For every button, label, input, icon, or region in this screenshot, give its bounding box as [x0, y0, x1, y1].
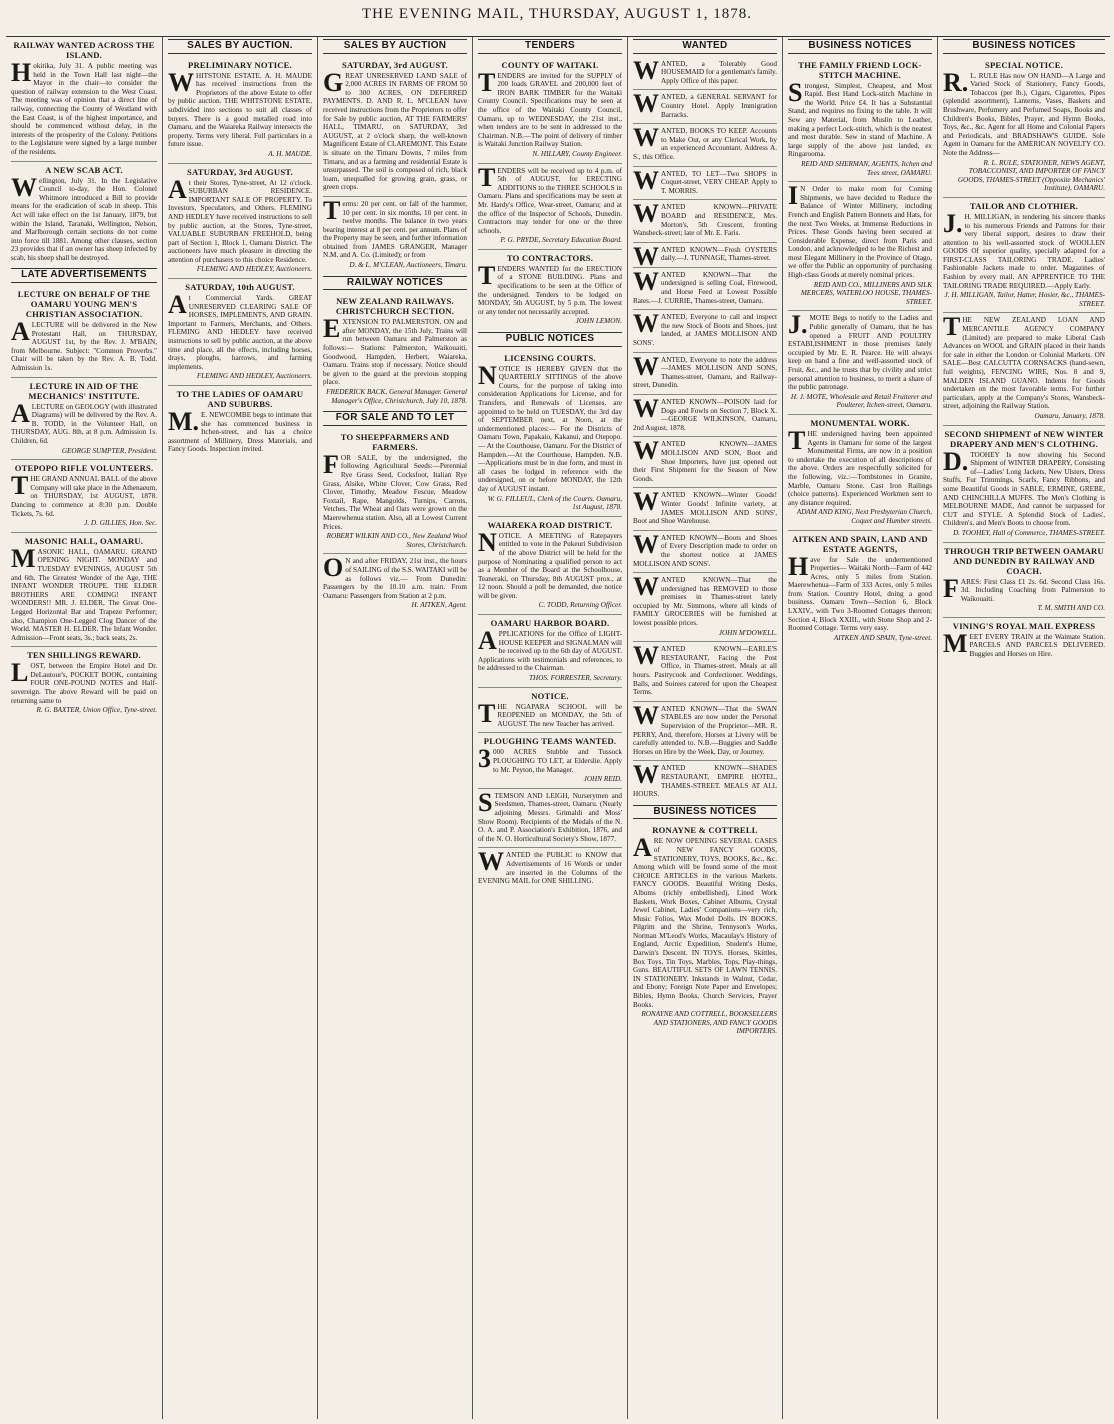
ad-body: WANTED KNOWN—Fresh OYSTERS daily.—J. TUNNAGE, Thames-street. [633, 241, 777, 271]
ad-body: THE NEW ZEALAND LOAN AND MERCANTILE AGENCY COMPANY (Limited) are prepared to make Liberal Cash Advances on WOOL and GRAIN placed in their hands for sale in either the London or Colonial Markets. ON SALE—Best CALCUTTA CORNSACKS (hand-sewn, full weights), FENCING WIRE, Nos. 8 and 9, MALDEN ISLAND GUANO. Indents for Goods undertaken on the most favorable terms. For further particulars, apply at the Company's Stores, Wansbeck-street, adjoining the Railway Station. [943, 312, 1105, 411]
advertisement [478, 688, 622, 734]
ad-title: PLOUGHING TEAMS WANTED. [483, 736, 617, 747]
ad-title: TAILOR AND CLOTHIER. [969, 200, 1079, 211]
ad-body: WANTED, a GENERAL SERVANT for Country Hotel. Apply Immigration Barracks. [633, 89, 777, 119]
advertisement [788, 182, 932, 311]
column-3 [318, 37, 473, 1419]
ad-body: D.TOOHEY Is now showing his Second Shipment of WINTER DRAPERY, Consisting of—Ladies' Long Jackets, New Ulsters, Dress Stuffs, Fur Trimmings, Scarfs, Fancy Ribbons, and some Beautiful Goods in SABLE, ERMINE, GREBE, AND CHINCHILLA MUFFS. The Men's Clothing is MELBOURNE MADE, And cannot be surpassed for CUT and STYLE. A Splendid Stock of Ladies', Children's, and Men's Boots to choose from. [943, 446, 1105, 528]
ad-body: MASONIC HALL, OAMARU. GRAND OPENING NIGHT. MONDAY and TUESDAY EVENINGS, AUGUST 5th and 6th. The Greatest Wonder of the Age, THE INFANT WONDER TROUPE. THE ELDER BROTHERS ARE COMING! INFANT WONDERS!! MR. J. ELDER, The Great One-Legged Horizontal Bar and Trapeze Performer; also, Champion One-Legged Clog Dancer of the World. MASTER H. ELDER. The Infant Wonder. Admission—Front seats, 3s.; back seats, 2s. [11, 543, 157, 642]
ad-body: WANTED, a Tolerably Good HOUSEMAID for a gentleman's family. Apply Office of this paper. [633, 55, 778, 85]
advertisement [323, 293, 467, 409]
section [478, 332, 622, 890]
ad-signature: D. & L. M'CLEAN, Auctioneers, Timaru. [349, 261, 467, 270]
advertisement [11, 378, 157, 461]
ad-title: TEN SHILLINGS REWARD. [27, 650, 141, 661]
ad-body: WANTED, Everyone to call and inspect the new Stock of Boots and Shoes, just landed, at JAMES MOLLISON AND SONS'. [633, 309, 777, 348]
advertisement [478, 848, 622, 889]
ad-signature: REID AND CO., MILLINERS AND SILK MERCERS, WATERLOO HOUSE, THAMES-STREET. [800, 280, 932, 306]
ad-title: RAILWAY WANTED ACROSS THE ISLAND. [13, 40, 155, 60]
column-7 [938, 37, 1110, 1419]
ad-body: WANTED KNOWN—That the undersigned has REMOVED to those premises in Thames-street lately occupied by Mr. Simmons, where all kinds of FAMILY GROCERIES will be furnished at lowest possible prices. [633, 572, 777, 628]
masthead: THE EVENING MAIL, THURSDAY, AUGUST 1, 1878. [362, 6, 752, 22]
ad-signature: W. G. FILLEUL, Clerk of the Courts. Oamaru, 1st August, 1878. [487, 494, 622, 512]
column-5 [628, 37, 783, 1419]
ad-body: WANTED KNOWN—PRIVATE BOARD and RESIDENCE, Mrs. Morton's, 5th Crescent, fronting Wansbeck-street; late of Mr. E. Faris. [633, 199, 777, 238]
advertisement [788, 311, 932, 415]
ad-body: WANTED KNOWN—EARLE'S RESTAURANT, Facing the Post Office, in Thames-street. Meals at all hours. Pastrycook and Confectioner. Weddings, Balls, and Soirees catered for upon the Cheapest Terms. [633, 641, 777, 697]
section [168, 39, 312, 458]
ad-body: WANTED, TO LET—Two SHOPS in Coquet-street, VERY CHEAP. Apply to T. MORRIS. [633, 165, 777, 195]
ad-body: WANTED, BOOKS TO KEEP. Accounts to Make Out, or any Clerical Work, by an experienced Accountant. Address A. S., this Office. [633, 123, 777, 161]
advertisement [168, 279, 312, 386]
advertisement [633, 395, 777, 437]
ad-body: THE NGAPARA SCHOOL will be REOPENED on MONDAY, the 5th of AUGUST. The new Teacher has arrived. [478, 698, 622, 728]
section [11, 268, 157, 718]
ad-signature: P. G. PRYDE, Secretary Education Board. [500, 236, 622, 245]
ad-title: THE FAMILY FRIEND LOCK-STITCH MACHINE. [798, 59, 922, 80]
ad-body: J.H. MILLIGAN, in tendering his sincere thanks to his numerous Friends and Patrons for their very liberal support, desires to draw their attention to his well-assorted stock of WOOLLEN GOODS Of superior quality, specially adapted for a FIRST-CLASS TAILORING TRADE. Ladies' Fashionable Jackets made to order. Magazines of Fashion by every mail. AN APPRENTICE TO THE TAILORING TRADE REQUIRED.—Apply Early. [943, 208, 1105, 290]
ad-title: NOTICE. [531, 690, 569, 701]
advertisement [168, 57, 312, 164]
ad-title: SATURDAY, 10th AUGUST. [185, 282, 295, 293]
ad-signature: GEORGE SUMPTER, President. [61, 446, 157, 455]
advertisement [633, 353, 777, 395]
advertisement [788, 531, 932, 647]
ad-title: TO SHEEPFARMERS AND FARMERS. [340, 431, 450, 452]
advertisement [633, 57, 777, 91]
column-2 [163, 37, 318, 1419]
section-heading: BUSINESS NOTICES [943, 39, 1105, 54]
ad-body: EXTENSION TO PALMERSTON. ON and after MONDAY, the 15th July, Trains will run between Oamaru and Palmerston as follows:— Stations: Palmerston, Waikouaiti, Goodwood, Hampden, Herbert, Waiareka, Oamaru. Trains stop if necessary. Notice should be given to the guard at the previous stopping place. [323, 314, 467, 387]
section [633, 39, 777, 803]
advertisement [478, 615, 622, 688]
advertisement [633, 642, 777, 702]
ad-body: WANTED KNOWN—Winter Goods! Winter Goods! Infinite variety, at JAMES MOLLISON AND SONS', Boot and Shoe Warehouse. [633, 487, 777, 526]
ad-body: ON and after FRIDAY, 21st inst., the hours of SAILING of the S.S. WAITAKI will be as follows viz.— From Dunedin: Passengers by the 10.10 a.m. train. From Oamaru: Passengers from Station at 2 p.m. [323, 553, 467, 600]
advertisement [633, 531, 777, 573]
ad-title: WAIAREKA ROAD DISTRICT. [487, 519, 613, 530]
ad-body: LOST, between the Empire Hotel and Dr. DeLautour's, POCKET BOOK, containing FOUR ONE-POUND NOTES and Half-sovereign. The above Reward will be paid on returning same to [11, 658, 157, 705]
ad-body: APPLICATIONS for the Office of LIGHT-HOUSE KEEPER and SIGNALMAN will be received up to the 6th day of AUGUST. Applications with testimonials and references, to be addressed to the Chairman. [478, 626, 622, 673]
advertisement [633, 761, 777, 802]
column-4 [473, 37, 628, 1419]
advertisement [633, 241, 777, 271]
ad-body: MEET EVERY TRAIN at the Waimate Station. PARCELS AND PARCELS DELIVERED. Buggies and Horses on Hire. [943, 628, 1105, 659]
ad-body: TENDERS are invited for the SUPPLY of 200 loads GRAVEL and 200,000 feet of IRON BARK TIMBER for the Waitaki County Council. Specifications may be seen at the office of the Waitaki County Council, Oamaru, up to WEDNESDAY, the 21st inst., when tenders are to be sent in addressed to the Chairman. N.B.—The point of delivery of timber is Waitaki Junction Railway Station. [478, 67, 622, 149]
ad-title: A NEW SCAB ACT. [45, 164, 123, 175]
ad-signature: J. D. GILLIES, Hon. Sec. [84, 519, 157, 528]
ad-signature: FLEMING AND HEDLEY, Auctioneers. [196, 265, 312, 274]
ad-body: TENDERS WANTED for the ERECTION of a STONE BUILDING. Plans and specifications to be seen at the Office of the undersigned. Tenders to be lodged on MONDAY, 5th AUGUST, by 5 p.m. The lowest or any tender not necessarily accepted. [478, 260, 622, 316]
ad-signature: N. HILLARY, County Engineer. [532, 149, 622, 158]
ad-title: MASONIC HALL, OAMARU. [24, 535, 144, 546]
ad-signature: T. M. SMITH AND CO. [1037, 604, 1105, 613]
ad-signature: D. TOOHEY, Hall of Commerce, THAMES-STREET. [953, 528, 1105, 537]
ad-title: TO CONTRACTORS. [506, 252, 594, 263]
section [323, 276, 467, 410]
advertisement [478, 517, 622, 615]
advertisement [633, 90, 777, 124]
advertisement [633, 702, 777, 762]
ad-body: J.MOTE Begs to notify to the Ladies and Public generally of Oamaru, that he has opened a FRUIT AND POULTRY ESTABLISHMENT in those premises lately occupied by Mr. E. R. Pearce. He will always keep on hand a fine and well-assorted stock of Fruit, &c., and he trusts that by civility and strict personal attention to business, to merit a share of the public patronage. [788, 310, 932, 392]
section-heading: BUSINESS NOTICES [633, 805, 777, 820]
ad-body: WANTED KNOWN—POISON laid for Dogs and Fowls on Section 7, Block X.—GEORGE WILKINSON, Oamaru, 2nd August, 1878. [633, 394, 777, 432]
section-heading: PUBLIC NOTICES [478, 332, 622, 347]
advertisement [11, 533, 157, 648]
ad-signature: ROBERT WILKIN AND CO., New Zealand Wool Stores, Christchurch. [326, 532, 467, 549]
ad-body: ALECTURE will be delivered in the New Protestant Hall, on THURSDAY, AUGUST 1st, by the Rev. J. M'BAIN, from Melbourne. Subject: "Common Proverbs." Chair will be taken by the Rev. A. B. Todd. Admission 1s. [11, 317, 157, 373]
ad-title: MONUMENTAL WORK. [810, 417, 910, 428]
ad-body: NOTICE IS HEREBY GIVEN that the QUARTERLY SITTINGS of the above Courts, for the purpose of taking into consideration Applications for License, and for Transfers, and Renewals of Licenses, are appointed to be held on TUESDAY, the 3rd day of SEPTEMBER next, at Noon, at the undermentioned places:— For the Districts of Oamaru Town, Papakaio, Kakanui, and Otepopo.— At the Courthouse, Oamaru. For the District of Hampden.—At the Courthouse, Hampden. N.B.—Applications must be in due form, and must in all cases be lodged in reference with the undersigned, on or before MONDAY, the 12th day of AUGUST instant. [478, 360, 622, 493]
advertisement [788, 57, 932, 183]
ad-title: SECOND SHIPMENT of NEW WINTER DRAPERY AND MEN'S CLOTHING. [944, 428, 1104, 449]
advertisement [323, 57, 467, 197]
ad-body: FOR SALE, by the undersigned, the following Agricultural Seeds:—Perennial Rye Grass Seed, Cocksfoot, Italian Rye Grass, Alsike, White Clover, Cow Grass, Red Clover, Timothy, Meadow Fescue, Meadow Foxtail, Rape, Mangolds, Turnips, Carrots, Vetches. The Wheat and Oats were grown on the Maerewhenua station. Also, all at Lowest Current Prices. [323, 449, 467, 531]
ad-body: NOTICE. A MEETING of Ratepayers entitled to vote in the Pukeuri Subdivision of the above District will be held for the purpose of Nominating a qualified person to act as a Member of the Board at the Schoolhouse, Teaneraki, on Thursday, 8th AUGUST prox., at 12 noon. Should a poll be demanded, due notice will be given. [478, 527, 622, 600]
advertisement [478, 57, 622, 164]
ad-signature: C. TODD, Returning Officer. [538, 601, 622, 610]
section [633, 805, 777, 1040]
ad-body: Terms: 20 per cent. on fall of the hammer, 10 per cent. in six months, 10 per cent. in twelve months. The balance in two years bearing interest at 8 per cent. per annum. Plans of the Property may be seen, and further information obtained from JAMES GRANGER, Manager N.M. and A. Co. (Limited); or from [323, 195, 467, 260]
advertisement [478, 164, 622, 250]
advertisement [633, 488, 777, 530]
section-heading: WANTED [633, 39, 777, 54]
ad-title: LICENSING COURTS. [504, 352, 596, 363]
ad-body: R.L. RULE Has now ON HAND—A Large and Varied Stock of Stationery, Fancy Goods, Tobaccos (per lb.), Cigars, Cigarettes, Pipes (splendid assortment), Lanterns, Vases, Baskets and Brushware, Perfumery and Perfumed Soaps, Books and Children's Books, Bibles, Prayer, and Hymn Books, Toys, &c., &c. Agent for all Home and Colonial Papers and Periodicals, and BRADSHAW'S GUIDE. Sole Agent in Oamaru for the AMERICAN NOVELTY CO. Note the Address— [943, 67, 1105, 157]
advertisement [168, 164, 312, 280]
advertisement [633, 437, 777, 488]
ad-body: WANTED the PUBLIC to KNOW that Advertisements of 16 Words or under are inserted in the Columns of the EVENING MAIL for ONE SHILLING. [478, 847, 622, 886]
ad-body: Have for Sale the undermentioned Properties— Waitaki North—Farm of 442 Acres, only 5 miles from Station. Maerewhenua—Farm of 333 Acres, only 5 miles from Station. Country Hotel, doing a good business. Oamaru Town—Section 6, Block LXXIV., with Two 3-Roomed Cottages thereon; Section 4, Block XXIII., with Stone Shop and 2-Roomed Cottage. Terms very easy. [788, 551, 932, 633]
section [323, 39, 467, 274]
ad-title: OTEPOPO RIFLE VOLUNTEERS. [14, 463, 154, 474]
section-heading: SALES BY AUCTION. [168, 39, 312, 54]
advertisement [323, 197, 467, 274]
ad-signature: FREDERICK BACK, General Manager. General Manager's Office, Christchurch, July 10, 1878. [326, 388, 467, 405]
ad-signature: R. L. RULE, STATIONER, NEWS AGENT, TOBACCONIST, AND IMPORTER OF FANCY GOODS, THAMES-STREET (Opposite Mechanics' Institute), OAMARU. [957, 158, 1105, 193]
section [478, 39, 622, 330]
ad-body: IN Order to make room for Coming Shipments, we have decided to Reduce the Balance of Winter Millinery, including French and English Pattern Bonnets and Hats, for the next Two Weeks, at Immense Reductions in Prices. These Goods having been secured at Considerable Expense, direct from Paris and London, and acknowledged to be the Richest and most Elegant Millinery in the Province of Otago, we offer the Public an opportunity of purchasing High-class Goods at merely nominal prices. [788, 181, 932, 280]
advertisement [478, 789, 622, 849]
ad-body: TENDERS will be received up to 4 p.m. of 5th of AUGUST, for ERECTING ADDITIONS to the THREE SCHOOLS in Oamaru. Plans and specifications may be seen at Mr. Hardy's Office, Wear-street, Oamaru; and at the office of the Inspector of Schools, Dunedin. Contractors may tender for one or the three schools. [478, 162, 622, 235]
ad-title: COUNTY OF WAITAKI. [501, 59, 599, 70]
ad-signature: JOHN REID. [583, 775, 622, 784]
ad-body: FARES: First Class £1 2s. 6d. Second Class 16s. 3d. Including Coaching from Palmerston to Waikouaiti. [943, 573, 1105, 603]
ad-signature: R. G. BAXTER, Union Office, Tyne-street. [36, 706, 157, 715]
ad-title: VINING'S ROYAL MAIL EXPRESS [952, 620, 1096, 631]
advertisement [633, 124, 777, 166]
ad-body: THE undersigned having been appointed Agents in Oamaru for some of the largest Monumental Firms, are now in a position to undertake the execution of all descriptions of the above. Orders are respectfully solicited for the following, viz.:—Tombstones in Granite, Marble, Oamaru Stone. Cast Iron Railings (choice patterns). Experienced Workmen sent to any distance required. [788, 425, 932, 507]
advertisement [323, 554, 467, 614]
advertisement [943, 313, 1105, 425]
ad-body: WANTED KNOWN—Boots and Shoes of Every Description made to order on the shortest notice at JAMES MOLLISON AND SONS'. [633, 529, 777, 568]
ad-body: ARE NOW OPENING SEVERAL CASES of NEW FANCY GOODS, STATIONERY, TOYS, BOOKS, &c., &c. Among which will be found some of the most CHOICE ARTICLES in the various Markets. FANCY GOODS. Beautiful Writing Desks, Albums (richly embellished), Lined Work Baskets, Work Boxes, Cabinet Albums, Crystal Jewel Cabinet, Ladies' Companions—very rich, Music Folios, Wax Model Dolls. IN BOOKS. Pilgrim and the Shrine, Tennyson's Works, Norman M'Leod's Works, Macaulay's History of England, Arctic Expedition, Student's Hume, Darwin's Descent. IN TOYS. Horses, Skittles, Box Toys, Tin Toys, Marbles, Tops, Play-things, Guns. BEAUTIFUL SETS OF LAWN TENNIS. IN STATIONERY. Inkstands in Walnut, Cedar, and Ebony; Foreign Note Paper and Envelopes; Bibles, Hymn Books, Church Services, Prayer Books. [633, 833, 777, 1009]
ad-body: THE GRAND ANNUAL BALL of the above Company will take place in the Athenaeum, on THURSDAY, 1st AUGUST, 1878. Dancing to commence at 8:30 p.m. Double Tickets, 7s. 6d. [11, 471, 157, 518]
advertisement [633, 310, 777, 352]
column-1 [6, 37, 163, 1419]
section [943, 39, 1105, 663]
ad-title: NEW ZEALAND RAILWAYS. CHRISTCHURCH SECTION. [335, 296, 455, 317]
ad-body: M.E. NEWCOMBE begs to intimate that she has commenced business in Itchen-street, and has a choice assortment of Millinery, Dress Materials, and Fancy Goods. Inspection invited. [168, 407, 312, 454]
section-heading: RAILWAY NOTICES [323, 276, 467, 291]
section [788, 39, 932, 646]
ad-signature: JOHN M'DOWELL. [718, 628, 777, 637]
ad-title: THROUGH TRIP BETWEEN OAMARU AND DUNEDIN BY RAILWAY AND COACH. [944, 545, 1104, 576]
column-6 [783, 37, 938, 1419]
advertisement [633, 573, 777, 642]
ad-signature: THOS. FORRESTER, Secretary. [529, 674, 622, 683]
ad-body: GREAT UNRESERVED LAND SALE of 2,000 ACRES IN FARMS OF FROM 50 to 300 ACRES, ON DEFERRED PAYMENTS. D. AND R. L. M'CLEAN have received instructions from the Proprietors to offer for Sale by public auction, AT THE FARMERS' HALL, TIMARU, on SATURDAY, 3rd AUGUST, at 2 o'clock sharp, the well-known Magnificent Estate of CLAREMONT. This Estate is situate on the Timaru Downs, 7 miles from Timaru, and as a farming and residential Estate is unsurpassed. The soil is composed of rich, black loam, unequalled for growing grain, grass, or green crops. [323, 67, 467, 192]
advertisement [478, 350, 622, 517]
advertisement [788, 415, 932, 531]
ad-body: Wellington, July 31. In the Legislative Council to-day, the Hon. Colonel Whitmore introduced a Bill to provide means for the eradication of scab in sheep. This Act will take effect on the 1st January, 1879, but within the Island, Taranaki, Wellington, Nelson, and Marlborough certain sections do not come into force till 1881. Among other clauses, section 23 provides that if an owner has sheep infected by scab, his sheep shall be destroyed. [11, 172, 157, 262]
ad-signature: A. H. MAUDE. [268, 149, 312, 158]
ad-title: TO THE LADIES OF OAMARU AND SUBURBS. [176, 389, 304, 409]
ad-body: Strongest, Simplest, Cheapest, and Most Rapid. Best Hand Lock-stitch Machine in the World. Price £4. It has a Substantial Stand, and requires no fixing to the table. It will Sew any Material, from Muslin to Leather, making a perfect Lock-stitch, which is the neatest and most durable. Sew in stand of Machine. A large supply of the above just landed, ex Ringarooma. [788, 77, 932, 159]
ad-signature: AITKEN AND SPAIN, Tyne-street. [833, 633, 932, 642]
advertisement [633, 200, 777, 242]
section [323, 411, 467, 614]
advertisement [633, 268, 777, 310]
section-heading: FOR SALE AND TO LET [323, 411, 467, 426]
ad-title: LECTURE IN AID OF THE MECHANICS' INSTITUTE. [28, 380, 140, 401]
ad-body: WANTED KNOWN—That the undersigned is selling Coal, Firewood, and Horse Feed at Lowest Possible Rates.—J. CURRIE, Thames-street, Oamaru. [633, 266, 777, 305]
advertisement [478, 250, 622, 330]
advertisement [943, 57, 1105, 198]
section-heading: LATE ADVERTISEMENTS [11, 268, 157, 283]
advertisement [11, 37, 157, 162]
ad-body: At Commercial Yards. GREAT UNRESERVED CLEARING SALE OF HORSES, IMPLEMENTS, AND GRAIN. Important to Farmers, Merchants, and Others. FLEMING AND HEDLEY have received instructions to sell by public auction, at the above time and place, all the effects, including horses, drays, ploughs, harrows, and farming implements. [168, 290, 312, 371]
advertisement [478, 733, 622, 788]
advertisement [11, 460, 157, 533]
advertisement [943, 426, 1105, 543]
advertisement [633, 167, 777, 201]
ad-signature: REID AND SHERMAN, AGENTS, Itchen and Tees street, OAMARU. [801, 159, 932, 177]
ad-body: WANTED KNOWN—SHADES RESTAURANT, EMPIRE HOTEL, THAMES-STREET. MEALS AT ALL HOURS. [633, 760, 777, 799]
advertisement [11, 162, 157, 267]
ad-body: WANTED, Everyone to note the address—JAMES MOLLISON AND SONS, Thames-street, Oamaru, and Railway-street, Dunedin. [633, 351, 777, 390]
advertisement [11, 286, 157, 378]
newspaper-page [6, 36, 1110, 1419]
section-heading: BUSINESS NOTICES [788, 39, 932, 54]
ad-signature: J. H. MILLIGAN, Tailor, Hatter, Hosier, &c., THAMES-STREET. [944, 291, 1105, 308]
ad-signature: Oamaru, January, 1878. [1034, 411, 1105, 420]
advertisement [943, 618, 1105, 663]
advertisement [943, 543, 1105, 618]
section [11, 37, 157, 266]
ad-body: 3000 ACRES Stubble and Tussock PLOUGHING TO LET, at Elderslie. Apply to Mr. Peyton, the Manager. [478, 744, 622, 774]
ad-signature: H. J. MOTE, Wholesale and Retail Fruiterer and Poulterer, Itchen-street, Oamaru. [790, 392, 932, 410]
ad-title: AITKEN AND SPAIN, LAND AND ESTATE AGENTS, [792, 533, 928, 554]
ad-title: RONAYNE & COTTRELL [652, 825, 758, 836]
advertisement [633, 822, 777, 1040]
ad-body: WANTED KNOWN—That the SWAN STABLES are now under the Personal Supervision of the Proprietor—MR. R. PERRY, And, therefore, Horses at Livery will be carefully attended to. N.B.—Buggies and Saddle Horses on Hire by the Week, Day, or Journey. [633, 700, 777, 756]
ad-body: At their Stores, Tyne-street, At 12 o'clock. SUBURBAN RESIDENCE. IMPORTANT SALE OF PROPERTY. To Investors, Speculators, and Others. FLEMING AND HEDLEY have received instructions to sell by public auction, at the Stores, Tyne-street, VALUABLE SUBURBAN FREEHOLD, being part of Section 1, Block 1, Oamaru District. The auctioneers have much pleasure in directing the attention of purchasers to this choice Residence. [168, 174, 312, 264]
ad-body: WANTED KNOWN—JAMES MOLLISON AND SON, Boot and Shoe Importers, have just opened out their First Shipment for the Season of New Goods. [633, 436, 777, 483]
ad-body: STEMSON AND LEIGH, Nurserymen and Seedsmen, Thames-street, Oamaru. (Nearly adjoining Messrs. Grimaldi and Moss' Show Room). Recipients of the Medals of the N. O. A. and P. Association's Exhibition, 1876, and of the N. O. Horticultural Society's Show, 1877. [478, 787, 622, 843]
ad-body: Hokitika, July 31. A public meeting was held in the Town Hall last night—the Mayor in the chair—to consider the question of railway extension to the West Coast. The meeting was of opinion that a direct line of railway, connecting the County of Westland with the East Coast, is of the highest importance, and should be commenced without delay, in the interests of the prosperity of the Colony. Petitions to the Legislature were signed by a large number of the residents. [11, 58, 157, 156]
advertisement [943, 198, 1105, 314]
ad-body: WHITSTONE ESTATE. A. H. MAUDE has received instructions from the Proprietors of the above Estate to offer by public auction. THE WHITSTONE ESTATE, subdivided into sections to suit all classes of buyers. There is a good metalled road into Oamaru, and the Waiareka Railway intersects the property. Terms very liberal. Full particulars in a future issue. [168, 67, 312, 149]
ad-signature: JOHN LEMON. [575, 317, 622, 326]
ad-title: SPECIAL NOTICE. [985, 59, 1063, 70]
ad-body: ALECTURE on GEOLOGY (with illustrated Diagrams) will be delivered by the Rev. A. B. TODD, in the Volunteer Hall, on THURSDAY, AUG. 8th, at 8 p.m. Admission 1s. Children, 6d. [11, 398, 157, 445]
advertisement [168, 386, 312, 458]
ad-title: PRELIMINARY NOTICE. [188, 59, 292, 70]
ad-signature: ADAM AND KING, Next Presbyterian Church, Coquet and Humber streets. [796, 508, 932, 525]
ad-signature: RONAYNE AND COTTRELL, BOOKSELLERS AND STATIONERS, AND FANCY GOODS IMPORTERS. [641, 1010, 777, 1036]
section-heading: SALES BY AUCTION [323, 39, 467, 54]
ad-signature: H. AITKEN, Agent. [411, 601, 467, 610]
advertisement [323, 429, 467, 555]
ad-title: LECTURE ON BEHALF OF THE OAMARU YOUNG MEN'S CHRISTIAN ASSOCIATION. [17, 289, 151, 320]
advertisement [11, 647, 157, 719]
section-heading: TENDERS [478, 39, 622, 54]
ad-title: OAMARU HARBOR BOARD. [490, 618, 610, 629]
ad-signature: FLEMING AND HEDLEY, Auctioneers. [196, 372, 312, 381]
ad-title: SATURDAY, 3rd AUGUST. [342, 59, 448, 70]
ad-title: SATURDAY, 3rd AUGUST. [187, 166, 293, 177]
